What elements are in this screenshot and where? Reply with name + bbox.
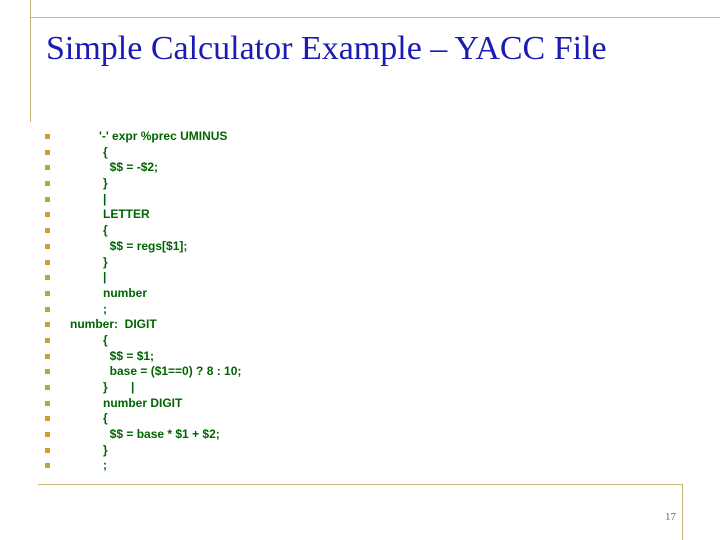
code-line-text: '-' expr %prec UMINUS: [99, 129, 228, 143]
code-line-text: LETTER: [103, 207, 150, 222]
square-bullet-icon: [45, 322, 50, 327]
code-line-text: $$ = regs[$1];: [103, 238, 188, 253]
code-line-text: {: [103, 223, 108, 238]
square-bullet-icon: [45, 165, 50, 170]
code-line-text: $$ = base * $1 + $2;: [103, 427, 220, 442]
code-line-text: {: [103, 332, 108, 347]
code-line-text: }: [103, 254, 108, 269]
code-line-text: base = ($1==0) ? 8 : 10;: [103, 364, 242, 379]
code-line-text: ;: [103, 301, 107, 316]
slide-title: Simple Calculator Example – YACC File: [46, 30, 607, 67]
square-bullet-icon: [45, 338, 50, 343]
square-bullet-icon: [45, 181, 50, 186]
square-bullet-icon: [45, 401, 50, 406]
code-line-text: }: [103, 176, 108, 191]
code-line-text: $$ = $1;: [103, 348, 155, 363]
square-bullet-icon: [45, 260, 50, 265]
code-line-text: number: DIGIT: [70, 317, 157, 332]
bottom-frame-line: [38, 484, 682, 485]
square-bullet-icon: [45, 291, 50, 296]
code-line-text: |: [103, 191, 107, 206]
square-bullet-icon: [45, 244, 50, 249]
code-line-text: {: [103, 144, 108, 159]
square-bullet-icon: [45, 416, 50, 421]
code-line-text: ;: [103, 458, 107, 473]
square-bullet-icon: [45, 307, 50, 312]
code-line-text: {: [103, 411, 108, 426]
square-bullet-icon: [45, 369, 50, 374]
square-bullet-icon: [45, 354, 50, 359]
square-bullet-icon: [45, 275, 50, 280]
code-line-text: $$ = -$2;: [103, 160, 159, 175]
code-line-text: }: [103, 442, 108, 457]
square-bullet-icon: [45, 448, 50, 453]
top-frame-line: [30, 17, 720, 18]
square-bullet-icon: [45, 212, 50, 217]
square-bullet-icon: [45, 432, 50, 437]
square-bullet-icon: [45, 463, 50, 468]
right-frame-line: [682, 484, 683, 540]
square-bullet-icon: [45, 197, 50, 202]
square-bullet-icon: [45, 134, 50, 139]
left-frame-line: [30, 0, 31, 122]
square-bullet-icon: [45, 385, 50, 390]
page-number: 17: [665, 511, 676, 523]
square-bullet-icon: [45, 150, 50, 155]
code-line-text: number DIGIT: [103, 395, 183, 410]
code-line-text: |: [103, 270, 107, 285]
square-bullet-icon: [45, 228, 50, 233]
code-line-text: } |: [103, 380, 135, 394]
code-line-text: number: [103, 285, 148, 300]
